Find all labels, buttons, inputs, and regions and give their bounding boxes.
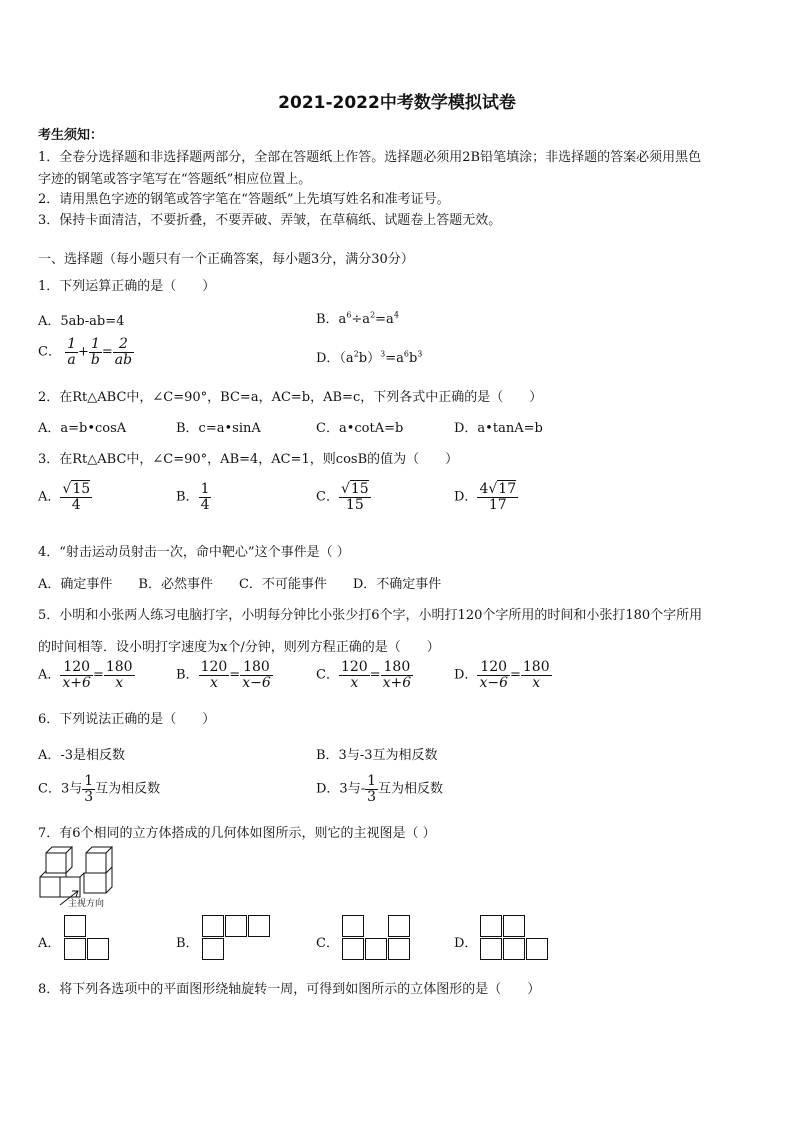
notice-line-1: 1．全卷分选择题和非选择题两部分，全部在答题纸上作答。选择题必须用2B铅笔填涂；非选择题的答案必须用黑色 xyxy=(38,150,702,165)
q5-stem-line-2: 的时间相等．设小明打字速度为x个/分钟，则列方程正确的是（ ） xyxy=(38,640,440,655)
q7-option-d-label: D． xyxy=(454,936,478,951)
notice-heading: 考生须知： xyxy=(38,128,104,143)
q5-option-c: C． $\frac{120}{x}$ = $\frac{180}{x+6}$ xyxy=(316,659,412,691)
q5-option-b: B． $\frac{120}{x}$ = $\frac{180}{x-6}$ xyxy=(176,659,271,691)
q6-option-d: D．3与- $\frac{1}{3}$ 互为相反数 xyxy=(316,773,444,805)
q5-option-a: A． $\frac{120}{x+6}$ = $\frac{180}{x}$ xyxy=(38,659,133,691)
q2-option-c: C．a•cotA=b xyxy=(316,421,404,436)
q3-option-c: C． $\frac{√15}{15}$ xyxy=(316,481,369,513)
q1-option-a: A．5ab-ab=4 xyxy=(38,314,125,329)
q6-stem: 6．下列说法正确的是（ ） xyxy=(38,712,216,727)
q7-option-b-figure xyxy=(202,915,278,965)
q3-stem: 3．在Rt△ABC中，∠C=90°，AB=4，AC=1，则cosB的值为（ ） xyxy=(38,452,459,467)
q1-stem: 1．下列运算正确的是（ ） xyxy=(38,279,216,294)
q1-option-c: C． $\frac{1}{a}$ + $\frac{1}{b}$ = $\frac{2}{ab}$ xyxy=(38,336,133,368)
notice-line-3: 2．请用黑色字迹的钢笔或答字笔在“答题纸”上先填写姓名和准考证号。 xyxy=(38,192,450,207)
q1-option-b: B．$a^6\div a^2=a^4$ xyxy=(316,310,399,327)
q6-option-a: A．-3是相反数 xyxy=(38,748,126,763)
q5-stem-line-1: 5．小明和小张两人练习电脑打字，小明每分钟比小张少打6个字，小明打120个字所用的时间和小张打180个字所用 xyxy=(38,608,703,623)
q3-option-d: D． $\frac{4√17}{17}$ xyxy=(454,481,517,513)
q6-option-b: B．3与-3互为相反数 xyxy=(316,748,438,763)
q3-option-a: A． $\frac{√15}{4}$ xyxy=(38,481,91,513)
q7-option-a-figure xyxy=(64,915,114,965)
q6-option-c: C．3与 $\frac{1}{3}$ 互为相反数 xyxy=(38,773,161,805)
q7-option-c-label: C． xyxy=(316,936,339,951)
q8-stem: 8．将下列各选项中的平面图形绕轴旋转一周，可得到如图所示的立体图形的是（ ） xyxy=(38,982,541,997)
q1-option-d: D．$(a^2b)^3=a^6b^3$ xyxy=(316,349,423,366)
q4-stem: 4．“射击运动员射击一次，命中靶心”这个事件是（ ） xyxy=(38,545,350,560)
q2-option-b: B．c=a•sinA xyxy=(176,421,261,436)
q7-option-c-figure xyxy=(342,915,418,965)
q5-option-d: D． $\frac{120}{x-6}$ = $\frac{180}{x}$ xyxy=(454,659,550,691)
notice-line-2: 字迹的钢笔或答字笔写在“答题纸”相应位置上。 xyxy=(38,172,312,187)
page-title: 2021-2022中考数学模拟试卷 xyxy=(278,93,516,113)
q7-option-b-label: B． xyxy=(176,936,199,951)
notice-line-4: 3．保持卡面清洁，不要折叠，不要弄破、弄皱，在草稿纸、试题卷上答题无效。 xyxy=(38,213,502,228)
q7-option-a-label: A． xyxy=(38,936,61,951)
q4-options: A．确定事件 B．必然事件 C．不可能事件 D．不确定事件 xyxy=(38,577,442,592)
q2-stem: 2．在Rt△ABC中，∠C=90°，BC=a，AC=b，AB=c，下列各式中正确的是（ ） xyxy=(38,390,543,405)
q7-stem: 7．有6个相同的立方体搭成的几何体如图所示，则它的主视图是（ ） xyxy=(38,826,436,841)
view-direction-label: 主视方向 xyxy=(68,899,105,909)
section-heading: 一、选择题（每小题只有一个正确答案，每小题3分，满分30分） xyxy=(38,252,414,267)
q2-option-a: A．a=b•cosA xyxy=(38,421,127,436)
q2-option-d: D．a•tanA=b xyxy=(454,421,543,436)
q3-option-b: B． $\frac{1}{4}$ xyxy=(176,481,210,513)
q7-option-d-figure xyxy=(480,915,556,965)
